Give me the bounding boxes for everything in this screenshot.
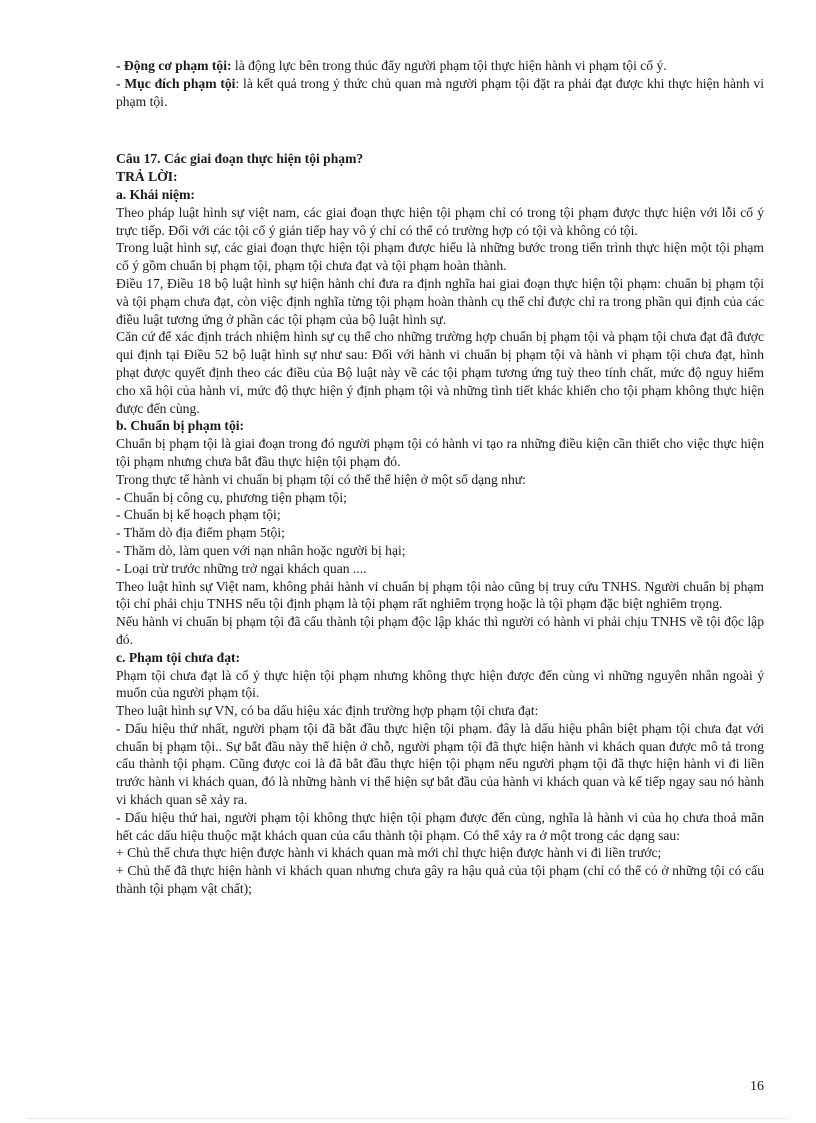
list-item: - Loại trừ trước những trở ngại khách quan .... (116, 560, 367, 576)
intro-paragraph-motive (116, 57, 764, 75)
footer-divider (28, 1118, 788, 1119)
paragraph: Theo luật hình sự Việt nam, không phải hành vi chuẩn bị phạm tội nào cũng bị truy cứu TNHS. Người chuẩn bị phạm tội chỉ phải chịu TNHS nếu tội định phạm là tội phạm rất nghiêm trọng hoặc là tội phạm đặc biệt nghiêm trọng. (116, 578, 764, 612)
list-item: - Thăm dò địa điểm phạm 5tội; (116, 525, 285, 541)
paragraph: - Dấu hiệu thứ nhất, người phạm tội đã bắt đầu thực hiện tội phạm. đây là dấu hiệu phân biệt phạm tội chưa đạt với chuẩn bị phạm tội.. Sự bắt đầu này thể hiện ở chỗ, người phạm tội đã thực hiện hành vi khách quan được mô tả trong cấu thành tội phạm. Cũng được coi là đã bắt đầu thực hiện tội phạm nếu người phạm tội đã thực hiện hành vi đi liền trước hành vi khách quan, đó là những hành vi thể hiện sự bắt đầu của hành vi khách quan và kế tiếp ngay sau nó hành vi khách quan sẽ xảy ra. (116, 720, 764, 808)
paragraph: Theo luật hình sự VN, có ba dấu hiệu xác định trường hợp phạm tội chưa đạt: (116, 703, 539, 719)
page-number: 16 (750, 1079, 764, 1094)
paragraph: + Chủ thể đã thực hiện hành vi khách quan nhưng chưa gây ra hậu quả của tội phạm (chỉ có thể có ở những tội có cấu thành tội phạm vật chất); (116, 863, 764, 897)
paragraph: Nếu hành vi chuẩn bị phạm tội đã cấu thành tội phạm độc lập khác thì người có hành vi phải chịu TNHS về tội độc lập đó. (116, 614, 764, 647)
paragraph: - Dấu hiệu thứ hai, người phạm tội không thực hiện tội phạm được đến cùng, nghĩa là hành vi của họ chưa thoả mãn hết các dấu hiệu thuộc mặt khách quan của cấu thành tội phạm. Có thể xảy ra ở một trong các dạng sau: (116, 809, 764, 843)
paragraph: Điều 17, Điều 18 bộ luật hình sự hiện hành chỉ đưa ra định nghĩa hai giai đoạn thực hiện tội phạm: chuẩn bị phạm tội và tội phạm chưa đạt, còn việc định nghĩa từng tội phạm hoàn thành cụ thể chỉ được chỉ ra trong phần qui định của các điều luật tương ứng ở phần các tội phạm của bộ luật hình sự. (116, 275, 764, 327)
paragraph: Trong thực tế hành vi chuẩn bị phạm tội có thể thể hiện ở một số dạng như: (116, 471, 526, 487)
list-item: - Chuẩn bị công cụ, phương tiện phạm tội; (116, 489, 347, 505)
term-purpose: - Mục đích phạm tội (116, 75, 236, 91)
paragraph: + Chủ thể chưa thực hiện được hành vi khách quan mà mới chỉ thực hiện được hành vi đi liền trước; (116, 845, 662, 861)
section-a-heading: a. Khái niệm: (116, 186, 195, 202)
section-gap (116, 110, 764, 150)
page-content (116, 57, 764, 898)
paragraph: Phạm tội chưa đạt là cố ý thực hiện tội phạm nhưng không thực hiện được đến cùng vì những nguyên nhân ngoài ý muốn của người phạm tội. (116, 667, 764, 701)
question-title: Câu 17. Các giai đoạn thực hiện tội phạm? (116, 151, 364, 167)
list-item: - Thăm dò, làm quen với nạn nhân hoặc người bị hại; (116, 542, 406, 558)
paragraph: Căn cứ để xác định trách nhiệm hình sự cụ thể cho những trường hợp chuẩn bị phạm tội và phạm tội chưa đạt đã được qui định tại Điều 52 bộ luật hình sự như sau: Đối với hành vi chuẩn bị phạm tội và hành vi phạm tội chưa đạt, hình phạt được quyết định theo các điều của Bộ luật này về các tội phạm tương ứng tuỳ theo tính chất, mức độ nguy hiểm cho xã hội của hành vi, mức độ thực hiện ý định phạm tội và những tình tiết khác khiến cho tội phạm không thực hiện được đến cùng. (116, 329, 764, 416)
list-item: - Chuẩn bị kế hoạch phạm tội; (116, 507, 281, 523)
text-motive: là động lực bên trong thúc đẩy người phạm tội thực hiện hành vi phạm tội cố ý. (231, 58, 667, 73)
paragraph: Chuẩn bị phạm tội là giai đoạn trong đó người phạm tội có hành vi tạo ra những điều kiện cần thiết cho việc thực hiện tội phạm nhưng chưa bắt đầu thực hiện tội phạm đó. (116, 436, 764, 469)
paragraph: Trong luật hình sự, các giai đoạn thực hiện tội phạm được hiểu là những bước trong tiến trình thực hiện một tội phạm cố ý gồm chuẩn bị phạm tội, phạm tội chưa đạt và tội phạm hoàn thành. (116, 240, 764, 274)
answer-label: TRẢ LỜI: (116, 169, 178, 185)
section-c-heading: c. Phạm tội chưa đạt: (116, 649, 241, 665)
term-motive: - Động cơ phạm tội: (116, 58, 232, 73)
section-b-heading: b. Chuẩn bị phạm tội: (116, 418, 245, 434)
text-purpose: : là kết quả trong ý thức chủ quan mà người phạm tội đặt ra phải đạt được khi thực hiện hành vi phạm tội. (116, 75, 764, 109)
paragraph: Theo pháp luật hình sự việt nam, các giai đoạn thực hiện tội phạm chỉ có trong tội phạm được thực hiện với lỗi cố ý trực tiếp. Đối với các tội cố ý gián tiếp hay vô ý chỉ có thể có trường hợp có tội và không có tội. (116, 204, 764, 238)
intro-paragraph-purpose (116, 75, 764, 111)
